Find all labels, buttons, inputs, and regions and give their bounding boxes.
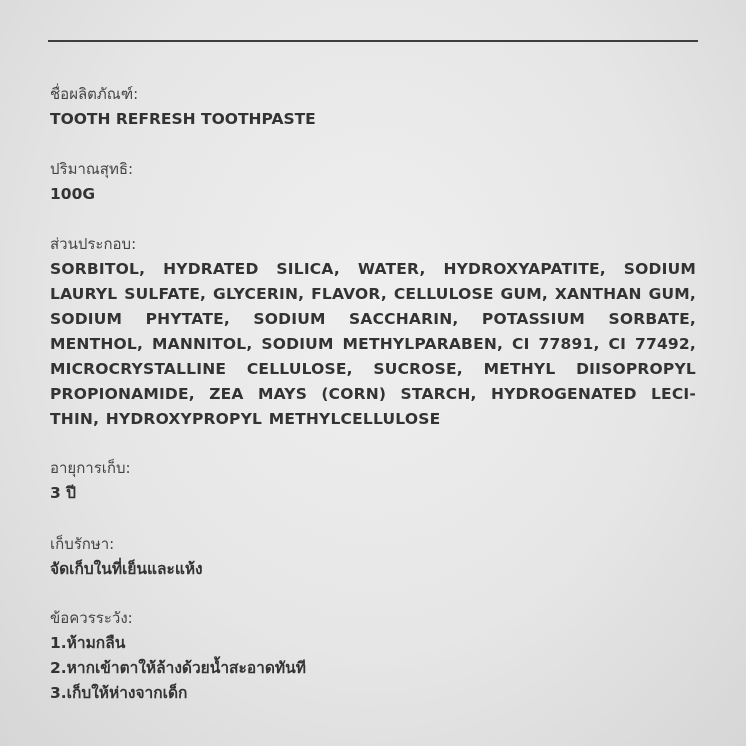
top-divider [48,40,698,42]
ingredients-value: SORBITOL, HYDRATED SILICA, WATER, HYDROXYAPATITE, SODIUM LAURYL SULFATE, GLYCERIN, FLAVOR, CELLULOSE GUM, XANTHAN GUM, SODIUM PHYTATE, SODIUM SACCHARIN, POTASSIUM SORBATE, MENTHOL, MANNITOL, SODIUM METHYLPARABEN, CI 77891, CI 77492, MICROCRYSTALLINE CELLULOSE, SUCROSE, METHYL DIISOPROPYL PROPIONAMIDE, ZEA MAYS (CORN) STARCH, HYDROGENATED LECI-THIN, HYDROXYPROPYL METHYLCELLULOSE [50,260,696,428]
warnings-list [50,631,696,706]
product-name-section [50,84,696,132]
storage-label: เก็บรักษา: [50,535,115,553]
shelf-life-label: อายุการเก็บ: [50,459,131,477]
net-quantity-value: 100G [50,185,96,203]
shelf-life-value: 3 ปี [50,484,77,502]
storage-section [50,534,696,582]
warning-item: 3.เก็บให้ห่างจากเด็ก [50,684,188,702]
product-name-value: TOOTH REFRESH TOOTHPASTE [50,110,316,128]
storage-value: จัดเก็บในที่เย็นและแห้ง [50,560,203,578]
shelf-life-section [50,458,696,506]
ingredients-label: ส่วนประกอบ: [50,235,137,253]
product-info-label [48,0,698,746]
warnings-label: ข้อควรระวัง: [50,609,133,627]
net-quantity-section [50,159,696,207]
warning-item: 1.ห้ามกลืน [50,634,126,652]
ingredients-section [50,234,696,432]
warning-item: 2.หากเข้าตาให้ล้างด้วยน้ำสะอาดทันที [50,659,306,677]
product-name-label: ชื่อผลิตภัณฑ์: [50,85,139,103]
warnings-section [50,608,696,706]
net-quantity-label: ปริมาณสุทธิ: [50,160,134,178]
